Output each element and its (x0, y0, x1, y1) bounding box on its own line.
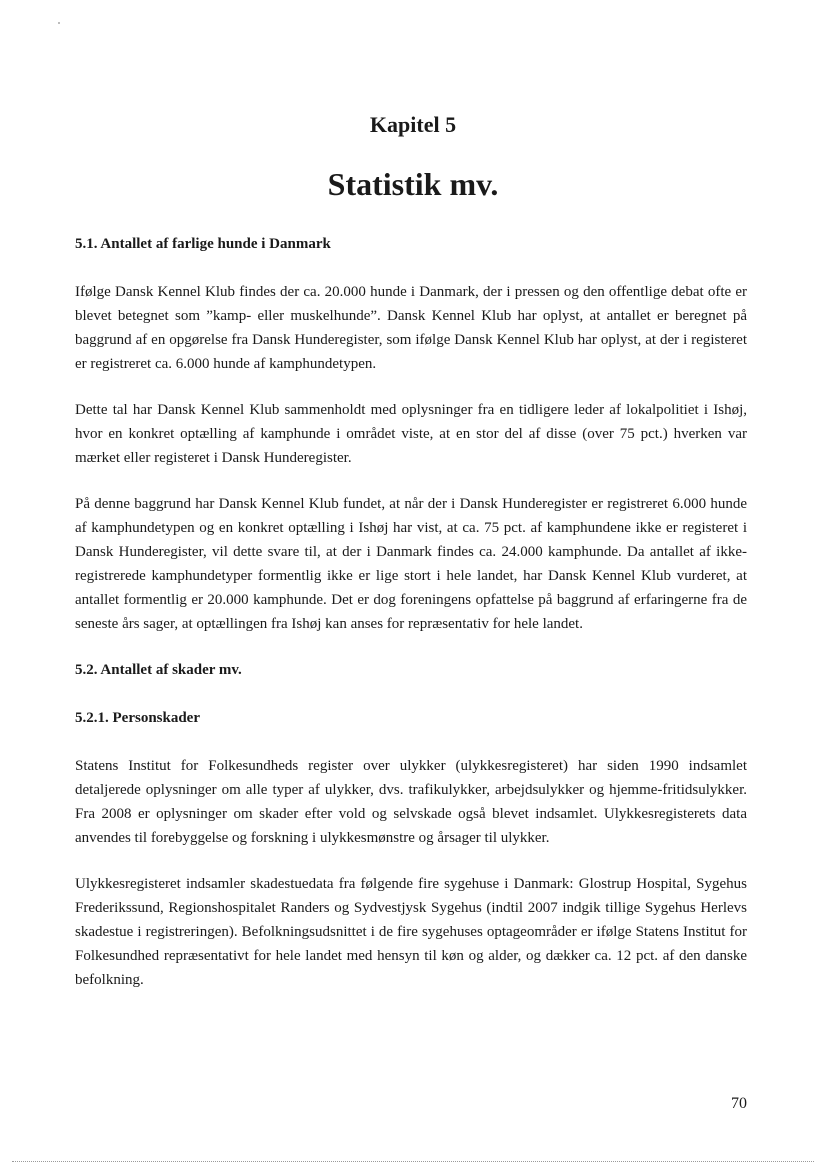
chapter-title: Statistik mv. (327, 166, 499, 202)
section-heading-5-1: 5.1. Antallet af farlige hunde i Danmark (75, 236, 331, 252)
chapter-label: Kapitel 5 (369, 112, 457, 137)
scan-footer-rule (12, 1161, 814, 1162)
page-body (75, 232, 747, 1014)
paragraph: Statens Institut for Folkesundheds register over ulykker (ulykkesregisteret) har siden 1990 indsamlet detaljerede oplysninger om alle typer af ulykker, dvs. trafikulykker, arbejdsulykker og hjemme-fritidsulykker. Fra 2008 er oplysninger om skader efter vold og selvskade også blevet indsamlet. Ulykkesregisterets data anvendes til forebyggelse og forskning i ulykkesmønstre og årsager til ulykker. (75, 758, 747, 846)
paragraph: På denne baggrund har Dansk Kennel Klub fundet, at når der i Dansk Hunderegister er registreret 6.000 hunde af kamphundetypen og en konkret optælling i Ishøj har vist, at ca. 75 pct. af kamphundene ikke er registeret i Dansk Hunderegister, vil dette svare til, at der i Danmark findes ca. 24.000 kamphunde. Da antallet af ikke-registrerede kamphundetyper formentlig ikke er lige stort i hele landet, har Dansk Kennel Klub vurderet, at antallet formentlig er 20.000 kamphunde. Det er dog foreningens opfattelse på baggrund af erfaringerne fra de seneste års sager, at optællingen fra Ishøj kan anses for repræsentativ for hele landet. (75, 496, 747, 632)
paragraph: Ulykkesregisteret indsamler skadestuedata fra følgende fire sygehuse i Danmark: Glostrup Hospital, Sygehus Frederikssund, Regionshospitalet Randers og Sydvestjysk Sygehus (indtil 2007 indgik tillige Sygehus Herlevs skadestue i registreringen). Befolkningsudsnittet i de fire sygehuses optageområder er ifølge Statens Institut for Folkesundhed repræsentativt for hele landet med hensyn til køn og alder, og dækker ca. 12 pct. af den danske befolkning. (75, 876, 747, 988)
paragraph: Ifølge Dansk Kennel Klub findes der ca. 20.000 hunde i Danmark, der i pressen og den offentlige debat ofte er blevet betegnet som ”kamp- eller muskelhunde”. Dansk Kennel Klub har oplyst, at antallet er beregnet på baggrund af en opgørelse fra Dansk Hunderegister, som ifølge Dansk Kennel Klub har oplyst, at der i registeret er registreret ca. 6.000 hunde af kamphundetypen. (75, 284, 747, 372)
section-heading-5-2-1: 5.2.1. Personskader (75, 710, 200, 726)
scan-speck (58, 22, 60, 24)
paragraph: Dette tal har Dansk Kennel Klub sammenholdt med oplysninger fra en tidligere leder af lokalpolitiet i Ishøj, hvor en konkret optælling af kamphunde i området viste, at en stor del af disse (over 75 pct.) hverken var mærket eller registeret i Dansk Hunderegister. (75, 402, 747, 466)
section-heading-5-2: 5.2. Antallet af skader mv. (75, 662, 242, 678)
page-number: 70 (731, 1095, 747, 1112)
